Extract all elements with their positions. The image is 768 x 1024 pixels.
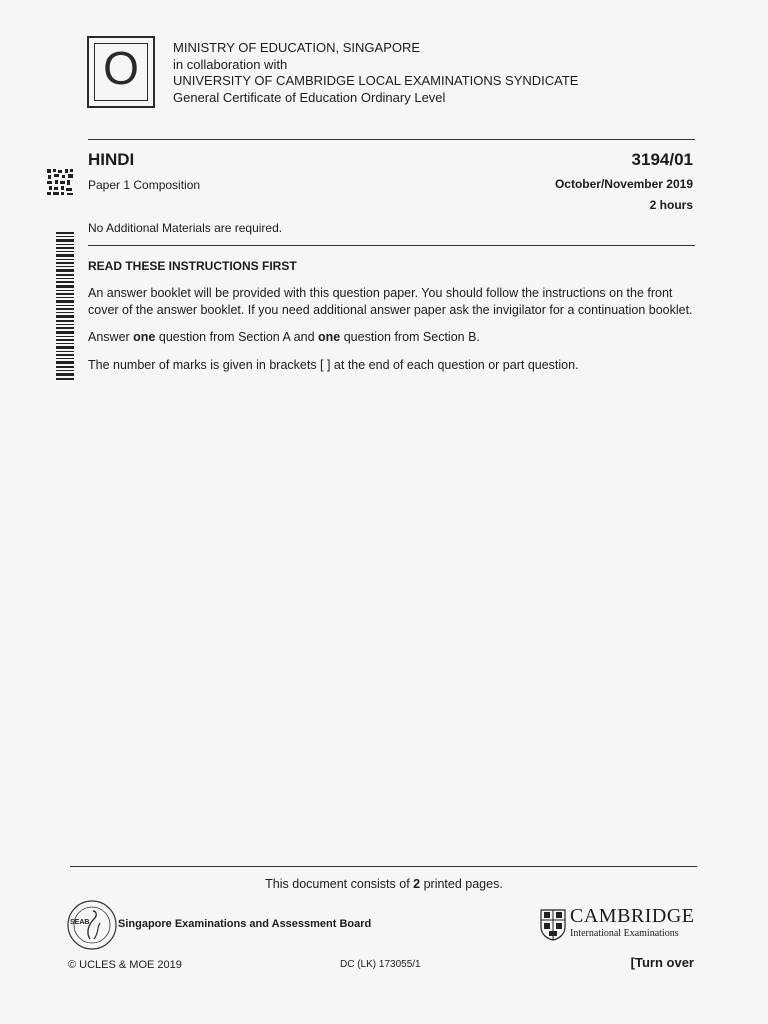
barcode-icon — [44, 232, 74, 382]
cambridge-crest-icon — [540, 909, 566, 941]
cambridge-title: CAMBRIDGE — [570, 905, 695, 927]
exam-duration: 2 hours — [649, 198, 693, 212]
seab-seal-icon — [66, 897, 118, 953]
seab-name: Singapore Examinations and Assessment Board — [118, 918, 372, 930]
instruction-marks: The number of marks is given in brackets [ ] at the end of each question or part question. — [88, 358, 579, 372]
materials-note: No Additional Materials are required. — [88, 221, 283, 235]
header-rule — [88, 139, 695, 140]
o-level-logo — [87, 36, 155, 108]
paper-code: 3194/01 — [631, 150, 693, 169]
header-ucles: UNIVERSITY OF CAMBRIDGE LOCAL EXAMINATIONS SYNDICATE — [173, 73, 579, 88]
qr-code-icon — [46, 168, 74, 196]
header-collab: in collaboration with — [173, 57, 288, 72]
header-ministry: MINISTRY OF EDUCATION, SINGAPORE — [173, 40, 421, 55]
instruction-booklet: An answer booklet will be provided with this question paper. You should follow the instructions on the front cover of the answer booklet. If you need additional answer paper ask the invigilator for a continuation booklet. — [88, 286, 693, 317]
instructions-heading: READ THESE INSTRUCTIONS FIRST — [88, 259, 297, 273]
cambridge-subtitle: International Examinations — [570, 928, 679, 939]
header-gce: General Certificate of Education Ordinary Level — [173, 90, 446, 105]
seab-logo-text: SEAB — [70, 919, 90, 926]
turn-over: [Turn over — [630, 955, 694, 970]
instructions-rule — [88, 245, 695, 246]
instruction-answer: Answer one question from Section A and one question from Section B. — [88, 330, 480, 344]
exam-session: October/November 2019 — [554, 177, 693, 191]
copyright: © UCLES & MOE 2019 — [68, 959, 182, 971]
subject-title: HINDI — [88, 150, 135, 169]
page-count: This document consists of 2 printed pages. — [265, 877, 503, 891]
footer-rule — [70, 866, 697, 867]
paper-component: Paper 1 Composition — [88, 178, 201, 192]
document-code: DC (LK) 173055/1 — [340, 959, 421, 970]
logo-letter: O — [103, 42, 139, 94]
